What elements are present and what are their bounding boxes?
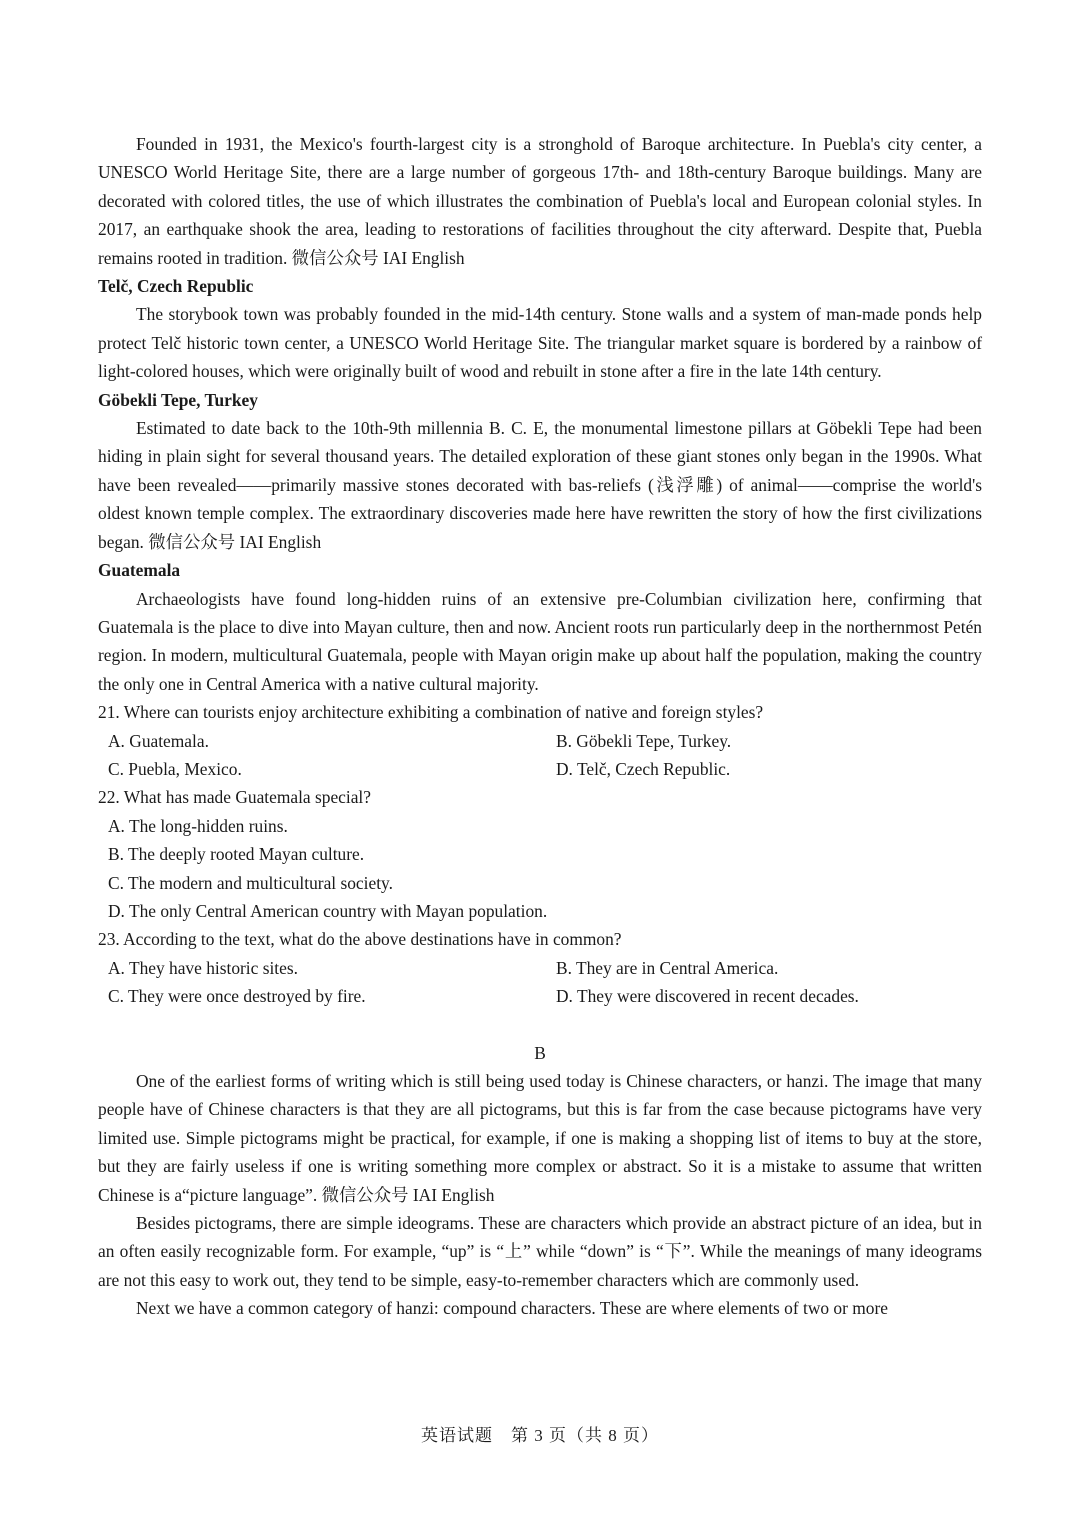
question-23-option-d: D. They were discovered in recent decades. bbox=[556, 986, 859, 1007]
question-23-stem: 23. According to the text, what do the above destinations have in common? bbox=[98, 929, 622, 950]
section-heading-telc: Telč, Czech Republic bbox=[98, 276, 254, 297]
question-23-option-c: C. They were once destroyed by fire. bbox=[108, 986, 366, 1007]
telc-paragraph: The storybook town was probably founded in the mid-14th century. Stone walls and a system of man-made ponds help protect Telč historic town center, a UNESCO World Heritage Site. The triangular market square is bordered by a rainbow of light-colored houses, which were originally built of wood and rebuilt in stone after a fire in the late 14th century. bbox=[98, 304, 982, 382]
exam-page-content bbox=[98, 130, 982, 1323]
guatemala-paragraph: Archaeologists have found long-hidden ruins of an extensive pre-Columbian civilization here, confirming that Guatemala is the place to dive into Mayan culture, then and now. Ancient roots run particularly deep in the northernmost Petén region. In modern, multicultural Guatemala, people with Mayan origin make up about half the population, making the country the only one in Central America with a native cultural majority. bbox=[98, 588, 982, 694]
question-22 bbox=[98, 783, 982, 925]
hanzi-paragraph-2: Besides pictograms, there are simple ideograms. These are characters which provide an abstract picture of an idea, but in an often easily recognizable form. For example, “up” is “上” while “down” is “下”. While the meanings of many ideograms are not this easy to work out, they tend to be simple, easy-to-remember characters which are commonly used. bbox=[98, 1213, 982, 1290]
question-22-stem: 22. What has made Guatemala special? bbox=[98, 787, 371, 808]
gobekli-tepe-paragraph: Estimated to date back to the 10th-9th millennia B. C. E, the monumental limestone pillars at Göbekli Tepe had been hiding in plain sight for several thousand years. The detailed exploration of these giant stones only began in the 1990s. What have been revealed——primarily massive stones decorated with bas-reliefs (浅浮雕) of animal——comprise the world's oldest known temple complex. The extraordinary discoveries made here have rewritten the story of how the first civilizations began. 微信公众号 IAI English bbox=[98, 418, 982, 552]
question-23-option-a: A. They have historic sites. bbox=[108, 957, 298, 978]
question-21-option-a: A. Guatemala. bbox=[108, 730, 209, 751]
section-heading-gobekli-tepe: Göbekli Tepe, Turkey bbox=[98, 389, 258, 410]
hanzi-paragraph-3: Next we have a common category of hanzi: compound characters. These are where elements of two or more bbox=[136, 1298, 889, 1319]
question-21-stem: 21. Where can tourists enjoy architecture exhibiting a combination of native and foreign styles? bbox=[98, 702, 764, 723]
page-footer: 英语试题 第 3 页（共 8 页） bbox=[421, 1426, 659, 1445]
question-22-option-b: B. The deeply rooted Mayan culture. bbox=[108, 844, 365, 865]
question-23-option-b: B. They are in Central America. bbox=[556, 957, 779, 978]
section-b-label: B bbox=[534, 1042, 546, 1063]
question-21-option-b: B. Göbekli Tepe, Turkey. bbox=[556, 730, 732, 751]
question-22-option-a: A. The long-hidden ruins. bbox=[108, 815, 288, 836]
question-22-options bbox=[98, 812, 982, 926]
question-22-option-d: D. The only Central American country with Mayan population. bbox=[108, 900, 548, 921]
question-21-option-c: C. Puebla, Mexico. bbox=[108, 758, 242, 779]
question-23 bbox=[98, 925, 982, 1010]
question-22-option-c: C. The modern and multicultural society. bbox=[108, 872, 393, 893]
question-21-options bbox=[98, 727, 982, 784]
question-21-option-d: D. Telč, Czech Republic. bbox=[556, 758, 731, 779]
question-23-options bbox=[98, 954, 982, 1011]
section-heading-guatemala: Guatemala bbox=[98, 560, 181, 581]
puebla-paragraph: Founded in 1931, the Mexico's fourth-largest city is a stronghold of Baroque architecture. In Puebla's city center, a UNESCO World Heritage Site, there are a large number of gorgeous 17th- and 18th-century Baroque buildings. Many are decorated with colored titles, the use of which illustrates the combination of Puebla's local and European colonial styles. In 2017, an earthquake shook the area, leading to restorations of facilities throughout the city afterward. Despite that, Puebla remains rooted in tradition. 微信公众号 IAI English bbox=[98, 134, 982, 268]
question-21 bbox=[98, 698, 982, 783]
hanzi-paragraph-1: One of the earliest forms of writing which is still being used today is Chinese characters, or hanzi. The image that many people have of Chinese characters is that they are all pictograms, but this is far from the case because pictograms have very limited use. Simple pictograms might be practical, for example, if one is making a shopping list of items to buy at the store, but they are fairly useless if one is writing something more complex or abstract. So it is a mistake to assume that written Chinese is a“picture language”. 微信公众号 IAI English bbox=[98, 1071, 982, 1205]
